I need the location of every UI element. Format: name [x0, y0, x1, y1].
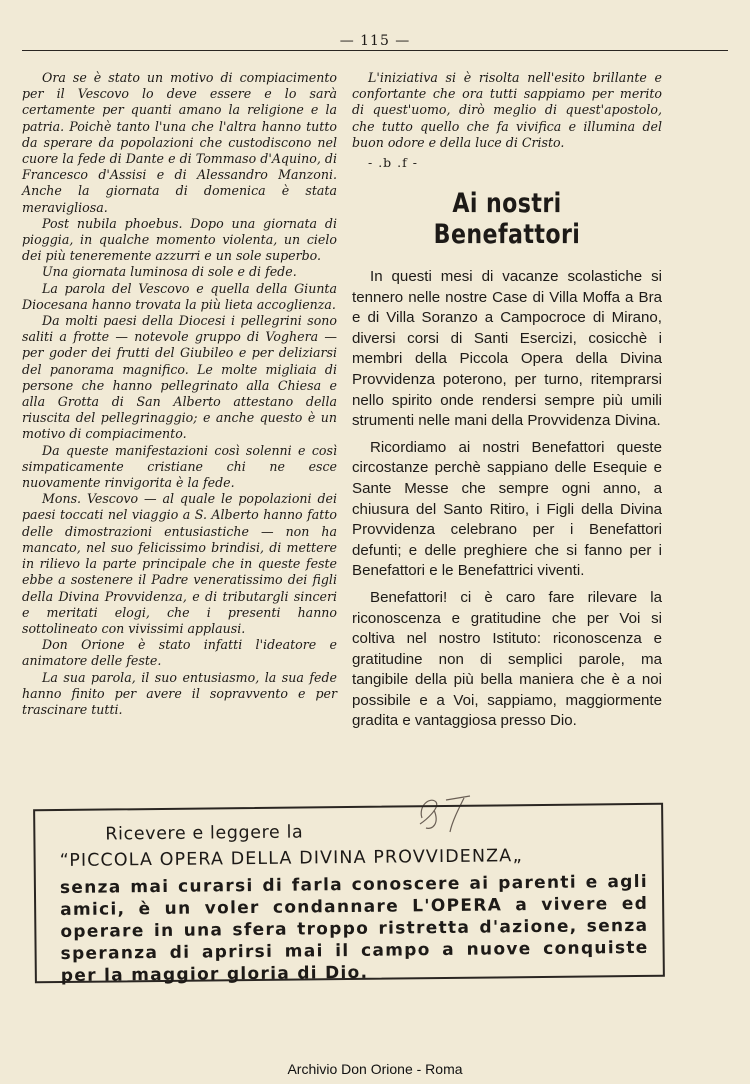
left-paragraph: Una giornata luminosa di sole e di fede.	[42, 264, 297, 280]
notice-line1: Ricevere e leggere la	[105, 822, 304, 845]
right-column	[352, 70, 662, 738]
notice-box	[33, 803, 665, 987]
article-title: Ai nostri Benefattori	[433, 188, 581, 251]
left-column	[22, 70, 337, 718]
left-paragraph: Don Orione è stato infatti l'ideatore e animatore delle feste.	[22, 637, 337, 669]
article-paragraph: Benefattori! ci è caro fare rilevare la riconoscenza e gratitudine che per Voi si coltiva nel nostro Istituto: riconoscenza e gratitudine non di semplici parole, ma tangibile della più bella maniera che è a noi possibile e a Voi, sappiamo, maggiormente gradita e vantaggiosa presso Dio.	[352, 588, 662, 730]
article-paragraph: Ricordiamo ai nostri Benefattori queste circostanze perchè sappiano delle Esequie e Sante Messe che sempre ogni anno, a chiusura del Santo Ritiro, i Figli della Divina Provvidenza celebrano per i Benefattori defunti; e delle preghiere che si fanno per i Benefattori e le Benefattrici viventi.	[352, 438, 662, 580]
left-paragraph: Ora se è stato un motivo di compiacimento per il Vescovo lo deve essere e lo sarà certamente per quanti amano la religione e la patria. Poichè tanto l'una che l'altra hanno tutto da sperare da popolazioni che custodiscono nel cuore la fede di Dante e di Tommaso d'Aquino, di Francesco d'Assisi e di Alessandro Manzoni. Anche la giornata di domenica è stata meravigliosa.	[22, 70, 337, 215]
archive-credit: Archivio Don Orione - Roma	[287, 1061, 463, 1077]
notice-line2: “PICCOLA OPERA DELLA DIVINA PROVVIDENZA„	[59, 846, 523, 872]
left-paragraph: Da queste manifestazioni così solenni e così simpaticamente cristiane chi ne esce nuovamente rinvigorita è la fede.	[22, 442, 337, 491]
left-paragraph: Da molti paesi della Diocesi i pellegrini sono saliti a frotte — notevole gruppo di Voghera — per goder dei frutti del Giubileo e per deliziarsi del panorama magnifico. Le molte migliaia di persone che hanno pellegrinato alla Chiesa e alla Grotta di San Alberto attestano della riuscita del pellegrinaggio; e anche questo è un motivo di compiacimento.	[22, 313, 337, 442]
right-intro-paragraph: L'iniziativa si è risolta nell'esito brillante e confortante che ora tutti sappiamo per merito di quest'uomo, dirò meglio di quest'apostolo, che tutto quello che fa vivifica e illumina del buon odore e della luce di Cristo.	[352, 70, 662, 150]
left-paragraph: Post nubila phoebus. Dopo una giornata di pioggia, in qualche momento violenta, un cielo dei più teneremente azzurri e un sole superbo.	[22, 215, 337, 264]
article-paragraph: In questi mesi di vacanze scolastiche si tennero nelle nostre Case di Villa Moffa a Bra e di Villa Soranzo a Campocroce di Mirano, diversi corsi di Santi Esercizi, cosicchè i membri della Piccola Opera della Divina Provvidenza poterono, per turno, ritemprarsi nello spirito onde rendersi sempre più umili strumenti nelle mani della Provvidenza Divina.	[352, 268, 662, 430]
left-paragraph: La sua parola, il suo entusiasmo, la sua fede hanno finito per avere il sopravvento e per trascinare tutti.	[22, 669, 337, 717]
signature: - .b .f -	[368, 155, 418, 171]
notice-body: senza mai curarsi di farla conoscere ai parenti e agli amici, è un voler condannare L'OPERA a vivere ed operare in una sfera troppo ristretta d'azione, senza speranza di aprirsi mai il campo a nuove conquiste per la maggior gloria di Dio.	[59, 871, 649, 987]
page-number: — 115 —	[339, 33, 411, 49]
header-rule	[22, 50, 728, 51]
left-paragraph: Mons. Vescovo — al quale le popolazioni dei paesi toccati nel viaggio a S. Alberto hanno fatto delle dimostrazioni entusiastiche — non ha mancato, nel suo felicissimo brindisi, di mettere in rilievo la parte principale che in queste feste ebbe a sostenere il Padre veneratissimo dei figli della Divina Provvidenza, e di tributargli sinceri e meritati elogi, che i presenti hanno sottolineato con vivissimi applausi.	[22, 491, 337, 636]
left-paragraph: La parola del Vescovo e quella della Giunta Diocesana hanno trovata la più lieta accoglienza.	[22, 280, 337, 312]
